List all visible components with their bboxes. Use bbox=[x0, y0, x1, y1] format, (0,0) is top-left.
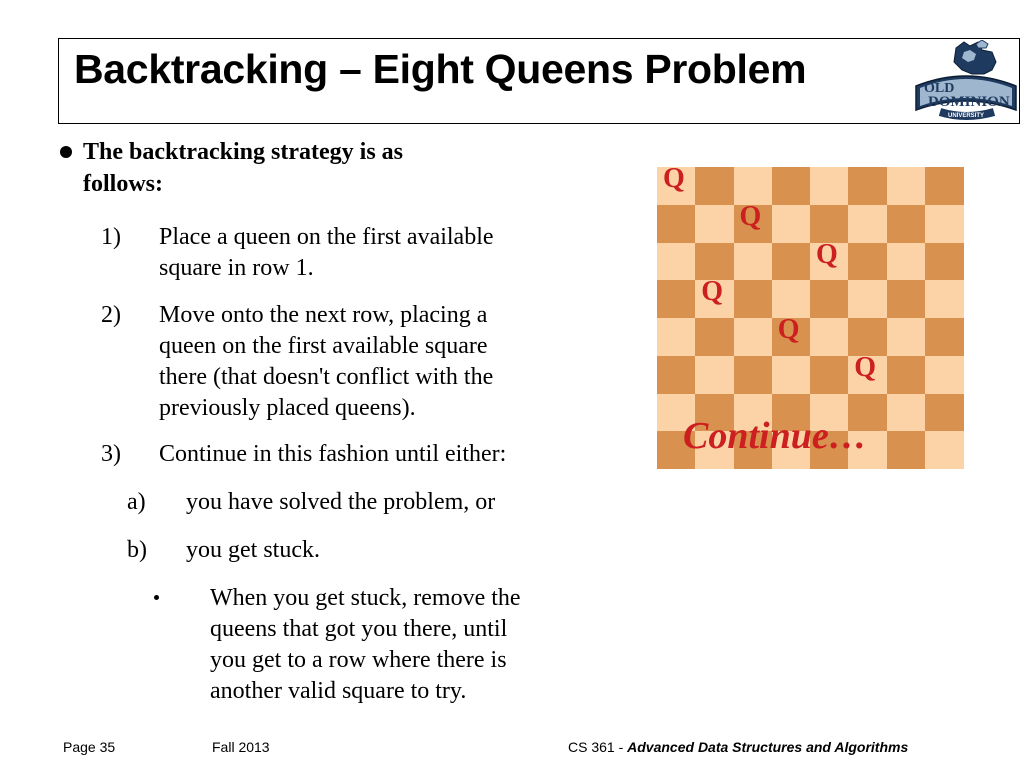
board-square bbox=[734, 356, 773, 394]
step2-line2: queen on the first available square bbox=[159, 333, 488, 359]
university-logo bbox=[912, 40, 1020, 124]
board-square bbox=[734, 280, 773, 318]
footer-term: Fall 2013 bbox=[212, 739, 270, 755]
sub-bullet-dot bbox=[154, 595, 159, 600]
step1-line1: Place a queen on the first available bbox=[159, 224, 494, 250]
board-square bbox=[925, 318, 964, 356]
board-square bbox=[887, 205, 926, 243]
step3-number: 3) bbox=[101, 441, 121, 467]
step2-number: 2) bbox=[101, 302, 121, 328]
board-square bbox=[772, 280, 811, 318]
board-square bbox=[810, 356, 849, 394]
board-square bbox=[848, 205, 887, 243]
board-square bbox=[887, 318, 926, 356]
svg-text:UNIVERSITY: UNIVERSITY bbox=[948, 113, 985, 119]
board-square bbox=[734, 167, 773, 205]
board-square bbox=[925, 205, 964, 243]
sub-a-label: a) bbox=[127, 489, 146, 515]
board-square bbox=[925, 356, 964, 394]
board-square bbox=[887, 243, 926, 281]
board-square bbox=[887, 394, 926, 432]
queen-marker: Q bbox=[701, 276, 724, 308]
board-square bbox=[657, 318, 696, 356]
footer-course-code: CS 361 - bbox=[568, 739, 628, 755]
board-square bbox=[887, 431, 926, 469]
step2-line3: there (that doesn't conflict with the bbox=[159, 364, 494, 390]
slide-title: Backtracking – Eight Queens Problem bbox=[74, 46, 807, 92]
queen-marker: Q bbox=[739, 200, 762, 232]
queen-marker: Q bbox=[777, 314, 800, 345]
board-square bbox=[925, 394, 964, 432]
board-square bbox=[734, 318, 773, 356]
board-square bbox=[695, 167, 734, 205]
bullet-dot bbox=[60, 146, 72, 158]
main-bullet-line1: The backtracking strategy is as bbox=[83, 139, 403, 165]
board-square bbox=[734, 243, 773, 281]
board-square bbox=[772, 243, 811, 281]
board-square bbox=[925, 280, 964, 318]
note-line4: another valid square to try. bbox=[210, 678, 467, 704]
board-square bbox=[772, 167, 811, 205]
queen-marker: Q bbox=[816, 238, 838, 270]
step1-line2: square in row 1. bbox=[159, 255, 314, 281]
board-square bbox=[657, 205, 696, 243]
note-line2: queens that got you there, until bbox=[210, 616, 508, 642]
sub-b-text: you get stuck. bbox=[186, 537, 320, 563]
board-square bbox=[657, 280, 696, 318]
board-square bbox=[887, 356, 926, 394]
note-line3: you get to a row where there is bbox=[210, 647, 507, 673]
board-square bbox=[657, 243, 696, 281]
board-square bbox=[925, 243, 964, 281]
board-square bbox=[848, 280, 887, 318]
footer-course-title: Advanced Data Structures and Algorithms bbox=[627, 739, 909, 755]
board-square bbox=[695, 205, 734, 243]
board-square bbox=[695, 318, 734, 356]
sub-a-text: you have solved the problem, or bbox=[186, 489, 496, 515]
board-square bbox=[848, 318, 887, 356]
board-square bbox=[848, 167, 887, 205]
board-square bbox=[657, 356, 696, 394]
continue-text: Continue… bbox=[683, 415, 867, 457]
board-square bbox=[887, 167, 926, 205]
board-square bbox=[810, 280, 849, 318]
board-square bbox=[810, 205, 849, 243]
svg-text:DOMINION: DOMINION bbox=[928, 94, 1010, 110]
board-square bbox=[810, 167, 849, 205]
svg-text:OLD: OLD bbox=[924, 81, 955, 96]
queen-marker: Q bbox=[854, 351, 877, 383]
step3-line1: Continue in this fashion until either: bbox=[159, 441, 507, 467]
board-square bbox=[848, 243, 887, 281]
board-square bbox=[925, 167, 964, 205]
board-square bbox=[695, 243, 734, 281]
step2-line4: previously placed queens). bbox=[159, 395, 416, 421]
board-square bbox=[772, 356, 811, 394]
board-square bbox=[810, 318, 849, 356]
board-square bbox=[772, 205, 811, 243]
main-bullet-line2: follows: bbox=[83, 171, 163, 197]
footer-page: Page 35 bbox=[63, 739, 116, 755]
note-line1: When you get stuck, remove the bbox=[210, 585, 521, 611]
board-square bbox=[925, 431, 964, 469]
sub-b-label: b) bbox=[127, 537, 147, 563]
step1-number: 1) bbox=[101, 224, 121, 250]
board-square bbox=[887, 280, 926, 318]
queen-marker: Q bbox=[663, 163, 685, 194]
footer-course bbox=[568, 739, 908, 755]
step2-line1: Move onto the next row, placing a bbox=[159, 302, 488, 328]
board-square bbox=[695, 356, 734, 394]
